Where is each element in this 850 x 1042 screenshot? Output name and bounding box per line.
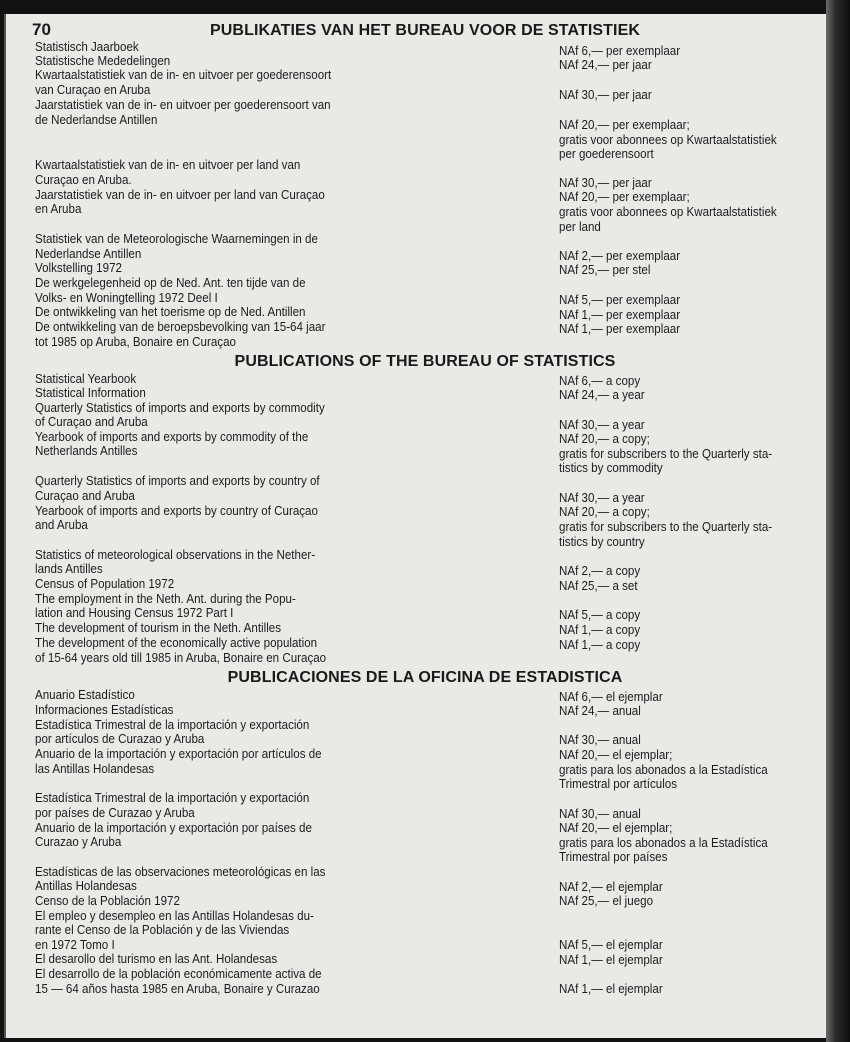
publication-title-line: Statistische Mededelingen (35, 54, 171, 68)
publication-price-line: Trimestral por artículos (559, 777, 678, 791)
publication-title-line: Census of Population 1972 (35, 577, 175, 591)
publication-price-line: NAf 24,— anual (559, 704, 641, 718)
publication-title-line: Estadística Trimestral de la importación y exportación (35, 718, 310, 732)
publication-title-line: Quarterly Statistics of imports and exports by commodity (35, 401, 325, 415)
publication-price-line: NAf 25,— el juego (559, 894, 654, 908)
publication-title-line: The development of the economically active population (35, 636, 318, 650)
publication-price-line: NAf 20,— per exemplaar; (559, 118, 690, 132)
publication-title-line: en 1972 Tomo I (35, 938, 115, 952)
publication-price-line: NAf 30,— anual (559, 807, 641, 821)
section-title-spanish: PUBLICACIONES DE LA OFICINA DE ESTADISTICA (227, 669, 623, 686)
publication-title-line: Volks- en Woningtelling 1972 Deel I (35, 291, 218, 305)
publication-title-line: van Curaçao en Aruba (35, 83, 151, 97)
publication-price-line: NAf 1,— per exemplaar (559, 308, 681, 322)
publication-price-line: NAf 30,— anual (559, 733, 641, 747)
publication-title-line: El desarollo del turismo en las Ant. Holandesas (35, 952, 278, 966)
publication-title-line: lation and Housing Census 1972 Part I (35, 606, 234, 620)
publication-price-line: NAf 20,— el ejemplar; (559, 748, 673, 762)
publication-title-line: Censo de la Población 1972 (35, 894, 180, 908)
publication-title-line: Estadística Trimestral de la importación y exportación (35, 791, 310, 805)
publication-price-line: NAf 30,— a year (559, 491, 645, 505)
publication-price-line: NAf 20,— per exemplaar; (559, 190, 690, 204)
publication-title-line: of 15-64 years old till 1985 in Aruba, Bonaire en Curaçao (35, 651, 327, 665)
publication-title-line: Anuario Estadístico (35, 688, 135, 702)
publication-title-line: Statistics of meteorological observations in the Nether- (35, 548, 316, 562)
publication-title-line: De ontwikkeling van het toerisme op de Ned. Antillen (35, 305, 306, 319)
publication-title-line: of Curaçao and Aruba (35, 415, 148, 429)
publication-title-line: Yearbook of imports and exports by country of Curaçao (35, 504, 318, 518)
publication-title-line: Jaarstatistiek van de in- en uitvoer per goederensoort van (35, 98, 331, 112)
publication-title-line: The employment in the Neth. Ant. during the Popu- (35, 592, 296, 606)
publication-title-line: The development of tourism in the Neth. Antilles (35, 621, 282, 635)
publication-title-line: El empleo y desempleo en las Antillas Holandesas du- (35, 909, 314, 923)
publication-price-line: NAf 30,— per jaar (559, 88, 652, 102)
publication-price-line: per land (559, 220, 601, 234)
publication-title-line: and Aruba (35, 518, 88, 532)
publication-title-line: por países de Curazao y Aruba (35, 806, 195, 820)
publication-price-line: NAf 1,— el ejemplar (559, 982, 663, 996)
publication-title-line: Yearbook of imports and exports by commodity of the (35, 430, 309, 444)
publication-price-line: NAf 30,— a year (559, 418, 645, 432)
publication-title-line: El desarrollo de la población económicamente activa de (35, 967, 322, 981)
publication-price-line: gratis voor abonnees op Kwartaalstatistiek (559, 205, 777, 219)
publication-title-line: Anuario de la importación y exportación por artículos de (35, 747, 322, 761)
publication-title-line: Kwartaalstatistiek van de in- en uitvoer per land van (35, 158, 301, 172)
publication-price-line: NAf 24,— a year (559, 388, 645, 402)
publication-price-line: NAf 6,— per exemplaar (559, 44, 681, 58)
publication-price-line: NAf 6,— el ejemplar (559, 690, 663, 704)
book-spine (826, 0, 850, 1042)
publication-title-line: Quarterly Statistics of imports and exports by country of (35, 474, 320, 488)
publication-price-line: NAf 1,— a copy (559, 623, 641, 637)
publication-price-line: NAf 5,— a copy (559, 608, 641, 622)
publication-price-line: NAf 25,— a set (559, 579, 638, 593)
publication-title-line: Statistical Yearbook (35, 372, 137, 386)
publication-title-line: Informaciones Estadísticas (35, 703, 174, 717)
publication-title-line: Curaçao and Aruba (35, 489, 135, 503)
page-number: 70 (32, 20, 51, 39)
section-title-dutch: PUBLIKATIES VAN HET BUREAU VOOR DE STATISTIEK (210, 22, 640, 39)
publication-title-line: Curazao y Aruba (35, 835, 122, 849)
publication-price-line: NAf 20,— el ejemplar; (559, 821, 673, 835)
publication-price-line: NAf 1,— el ejemplar (559, 953, 663, 967)
publication-price-line: NAf 1,— per exemplaar (559, 322, 681, 336)
publication-title-line: De ontwikkeling van de beroepsbevolking van 15-64 jaar (35, 320, 326, 334)
publication-title-line: Kwartaalstatistiek van de in- en uitvoer per goederensoort (35, 68, 332, 82)
publication-title-line: de Nederlandse Antillen (35, 113, 158, 127)
publication-title-line: rante el Censo de la Población y de las Viviendas (35, 923, 290, 937)
publication-price-line: NAf 5,— per exemplaar (559, 293, 681, 307)
publication-title-line: Netherlands Antilles (35, 444, 138, 458)
publication-price-line: NAf 2,— per exemplaar (559, 249, 681, 263)
publication-price-line: NAf 2,— a copy (559, 564, 641, 578)
publication-price-line: NAf 25,— per stel (559, 263, 651, 277)
publication-title-line: Estadísticas de las observaciones meteorológicas en las (35, 865, 326, 879)
publication-price-line: Trimestral por países (559, 850, 668, 864)
publication-price-line: gratis voor abonnees op Kwartaalstatistiek (559, 133, 777, 147)
publication-title-line: en Aruba (35, 202, 82, 216)
publication-title-line: las Antillas Holandesas (35, 762, 155, 776)
publication-price-line: NAf 2,— el ejemplar (559, 880, 663, 894)
publication-price-line: gratis for subscribers to the Quarterly sta- (559, 520, 773, 534)
publication-title-line: tot 1985 op Aruba, Bonaire en Curaçao (35, 335, 236, 349)
publication-price-line: NAf 1,— a copy (559, 638, 641, 652)
publication-title-line: Jaarstatistiek van de in- en uitvoer per land van Curaçao (35, 188, 325, 202)
publication-title-line: Antillas Holandesas (35, 879, 137, 893)
publication-title-line: Statistisch Jaarboek (35, 40, 139, 54)
publication-title-line: Volkstelling 1972 (35, 261, 122, 275)
publication-title-line: Statistiek van de Meteorologische Waarnemingen in de (35, 232, 318, 246)
publication-title-line: Statistical Information (35, 386, 146, 400)
publication-price-line: NAf 24,— per jaar (559, 58, 652, 72)
publication-title-line: Nederlandse Antillen (35, 247, 142, 261)
publication-title-line: 15 — 64 años hasta 1985 en Aruba, Bonaire y Curazao (35, 982, 320, 996)
publication-title-line: De werkgelegenheid op de Ned. Ant. ten tijde van de (35, 276, 306, 290)
publication-title-line: Curaçao en Aruba. (35, 173, 132, 187)
publication-title-line: lands Antilles (35, 562, 103, 576)
publication-price-line: NAf 20,— a copy; (559, 505, 650, 519)
section-title-english: PUBLICATIONS OF THE BUREAU OF STATISTICS (234, 353, 616, 370)
publication-title-line: Anuario de la importación y exportación por países de (35, 821, 312, 835)
publication-price-line: NAf 20,— a copy; (559, 432, 650, 446)
publication-price-line: NAf 5,— el ejemplar (559, 938, 663, 952)
publication-price-line: gratis para los abonados a la Estadística (559, 763, 768, 777)
publication-price-line: tistics by country (559, 535, 645, 549)
publication-title-line: por artículos de Curazao y Aruba (35, 732, 205, 746)
publication-price-line: gratis for subscribers to the Quarterly sta- (559, 447, 773, 461)
publication-price-line: gratis para los abonados a la Estadística (559, 836, 768, 850)
publication-price-line: per goederensoort (559, 147, 654, 161)
publication-price-line: NAf 6,— a copy (559, 374, 641, 388)
publication-price-line: NAf 30,— per jaar (559, 176, 652, 190)
publication-price-line: tistics by commodity (559, 461, 663, 475)
